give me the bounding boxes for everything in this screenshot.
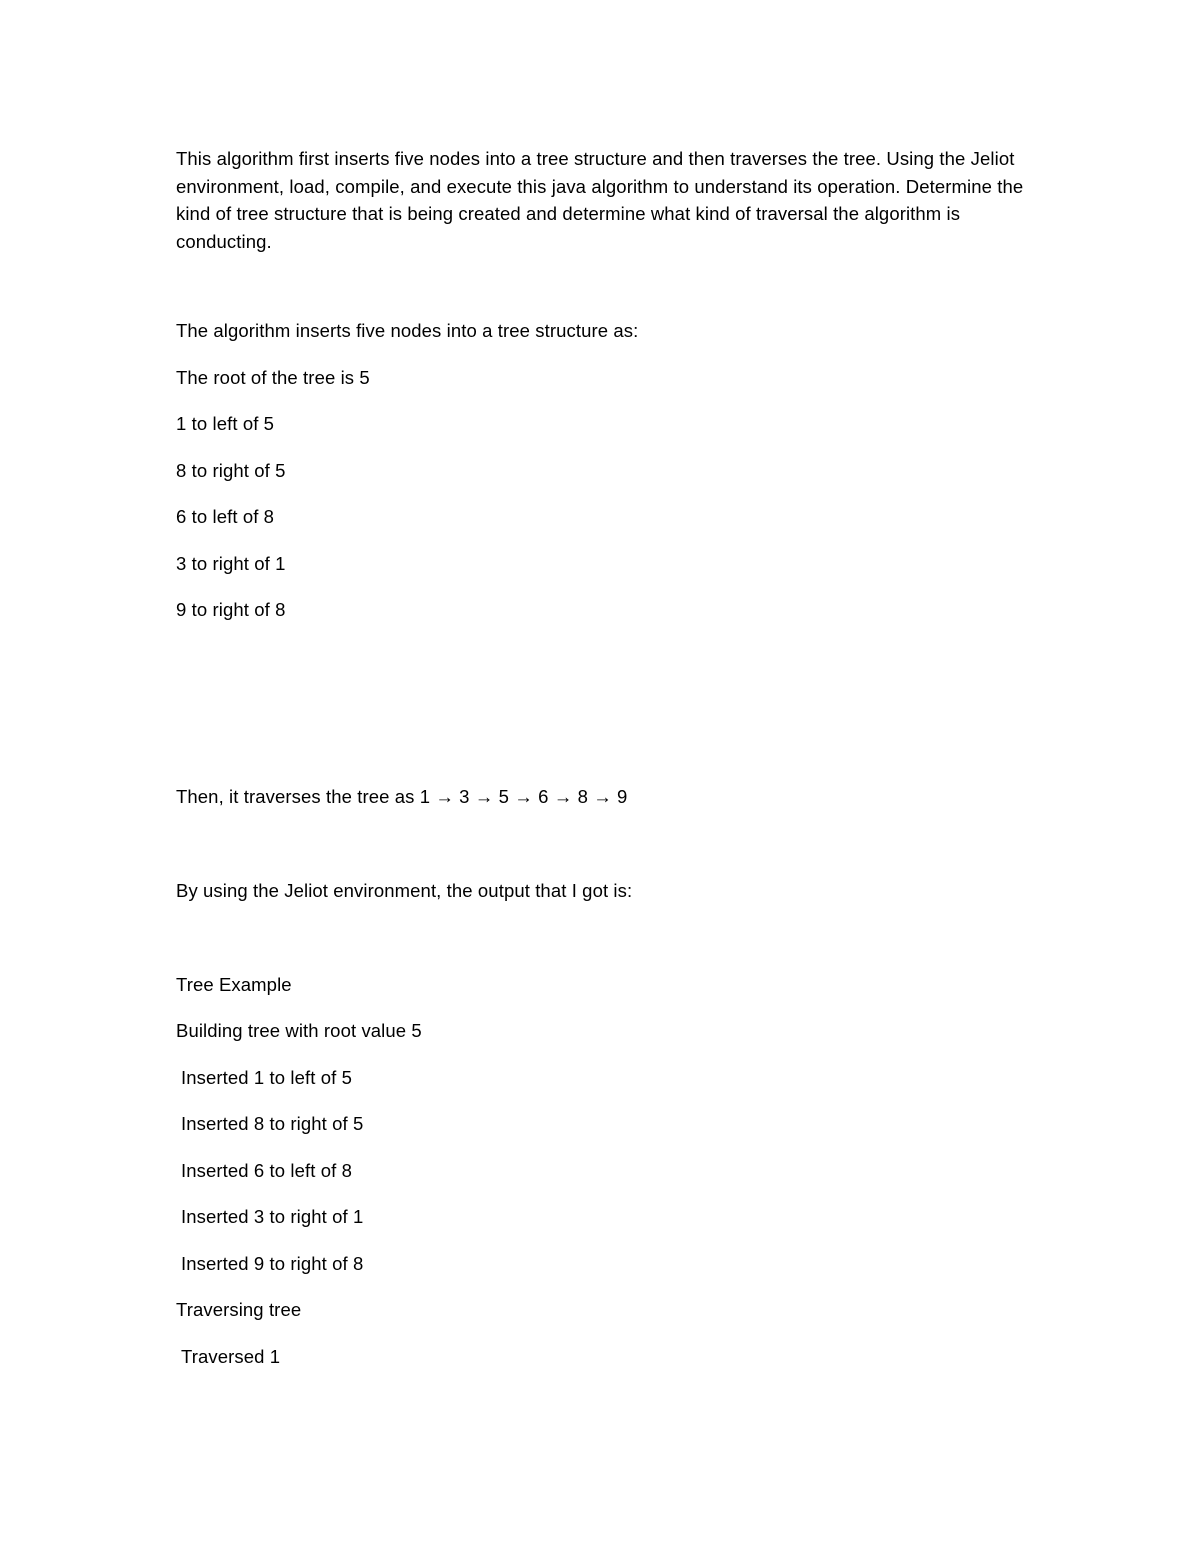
intro-paragraph: This algorithm first inserts five nodes into a tree structure and then traverses the tree. Using the Jeliot environment, load, compile, and execute this java algorithm to understand its operation. Determine the kind of tree structure that is being created and determine what kind of traversal the algorithm is conducting. — [176, 148, 1024, 252]
output-intro: By using the Jeliot environment, the output that I got is: — [176, 880, 633, 901]
output-inserted-line: Inserted 1 to left of 5 — [181, 1067, 352, 1088]
output-building: Building tree with root value 5 — [176, 1020, 422, 1041]
output-traversed-line: Traversed 1 — [181, 1346, 281, 1367]
output-traversing: Traversing tree — [176, 1299, 302, 1320]
insertion-heading: The algorithm inserts five nodes into a tree structure as: — [176, 320, 639, 341]
insertion-step: 9 to right of 8 — [176, 599, 286, 620]
traversal-statement: Then, it traverses the tree as 1 → 3 → 5 → 6 → 8 → 9 — [176, 786, 628, 807]
insertion-step: 3 to right of 1 — [176, 553, 286, 574]
output-inserted-line: Inserted 6 to left of 8 — [181, 1160, 352, 1181]
output-inserted-line: Inserted 9 to right of 8 — [181, 1253, 364, 1274]
insertion-step: 8 to right of 5 — [176, 460, 286, 481]
insertion-step: 1 to left of 5 — [176, 413, 275, 434]
insertion-step: 6 to left of 8 — [176, 506, 275, 527]
root-statement: The root of the tree is 5 — [176, 367, 370, 388]
output-inserted-line: Inserted 3 to right of 1 — [181, 1206, 364, 1227]
output-title: Tree Example — [176, 974, 292, 995]
output-inserted-line: Inserted 8 to right of 5 — [181, 1113, 364, 1134]
